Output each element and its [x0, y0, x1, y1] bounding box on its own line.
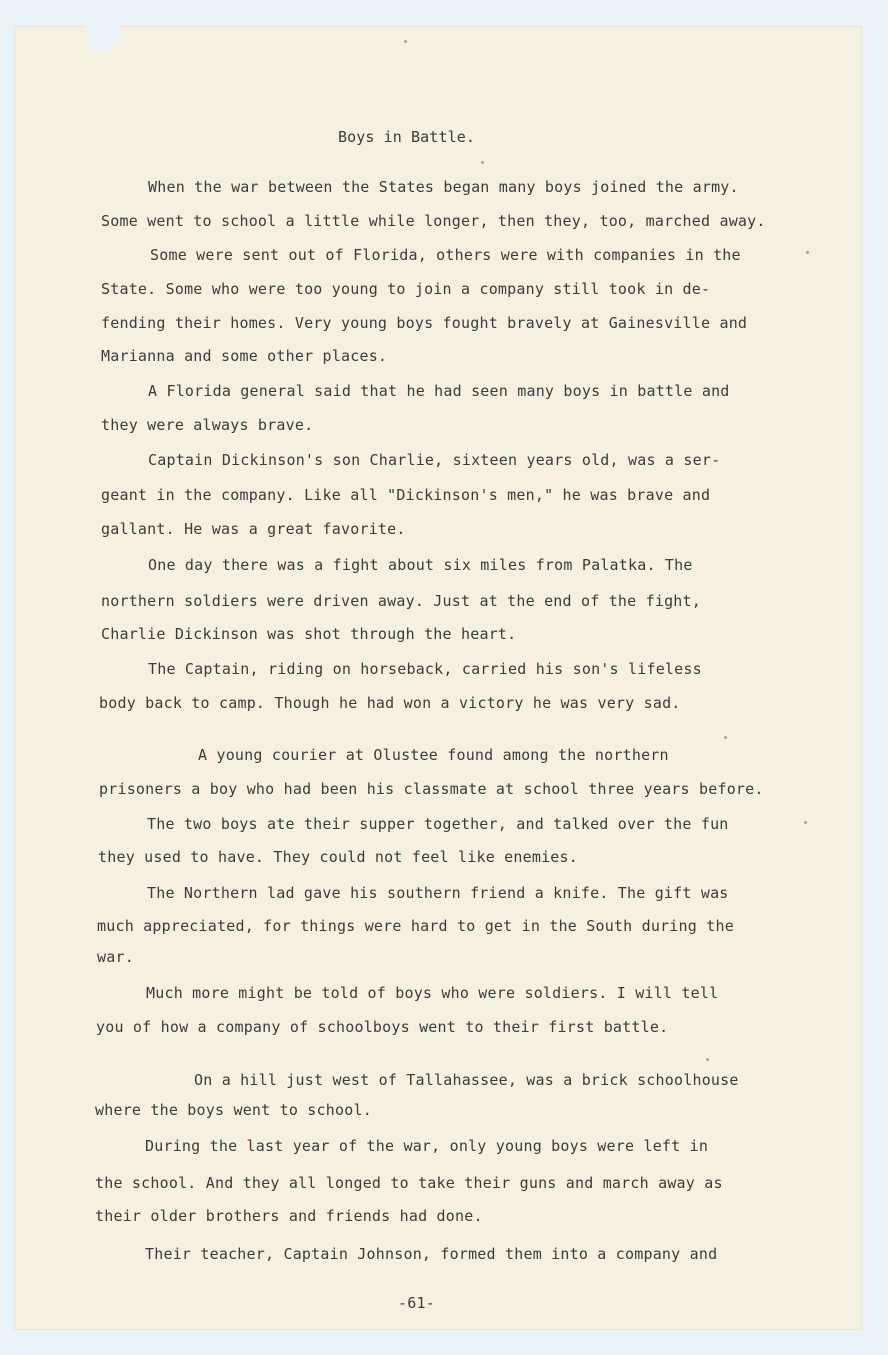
text-line: Marianna and some other places.: [101, 347, 388, 365]
text-line: A Florida general said that he had seen many boys in battle and: [148, 382, 730, 400]
ink-speck: [706, 1058, 709, 1061]
text-line: body back to camp. Though he had won a victory he was very sad.: [99, 694, 681, 712]
ink-speck: [481, 161, 484, 164]
text-line: the school. And they all longed to take their guns and march away as: [95, 1174, 723, 1192]
text-line: prisoners a boy who had been his classmate at school three years before.: [99, 780, 764, 798]
text-line: Some went to school a little while longer, then they, too, marched away.: [101, 212, 766, 230]
text-line: The Captain, riding on horseback, carried his son's lifeless: [148, 660, 702, 678]
ink-speck: [404, 40, 407, 43]
ink-speck: [804, 821, 807, 824]
text-line: Some were sent out of Florida, others were with companies in the: [150, 246, 741, 264]
text-line: gallant. He was a great favorite.: [101, 520, 406, 538]
document-title: Boys in Battle.: [338, 128, 475, 146]
text-line: Much more might be told of boys who were soldiers. I will tell: [146, 984, 719, 1002]
text-line: During the last year of the war, only young boys were left in: [145, 1137, 709, 1155]
text-line: you of how a company of schoolboys went to their first battle.: [96, 1018, 669, 1036]
text-line: Charlie Dickinson was shot through the heart.: [101, 625, 517, 643]
text-line: much appreciated, for things were hard to get in the South during the: [97, 917, 734, 935]
text-line: where the boys went to school.: [95, 1101, 372, 1119]
text-line: The two boys ate their supper together, and talked over the fun: [147, 815, 729, 833]
text-line: northern soldiers were driven away. Just at the end of the fight,: [101, 592, 701, 610]
text-line: Their teacher, Captain Johnson, formed them into a company and: [145, 1245, 718, 1263]
text-line: fending their homes. Very young boys fought bravely at Gainesville and: [101, 314, 748, 332]
text-line: The Northern lad gave his southern friend a knife. The gift was: [147, 884, 729, 902]
text-line: State. Some who were too young to join a company still took in de-: [101, 280, 711, 298]
page-number: -61-: [398, 1294, 435, 1312]
ink-speck: [724, 736, 727, 739]
text-line: war.: [97, 948, 134, 966]
text-line: geant in the company. Like all "Dickinson's men," he was brave and: [101, 486, 711, 504]
text-line: they used to have. They could not feel like enemies.: [98, 848, 578, 866]
text-line: their older brothers and friends had done.: [95, 1207, 483, 1225]
text-line: A young courier at Olustee found among the northern: [198, 746, 669, 764]
ink-speck: [806, 251, 809, 254]
text-line: When the war between the States began many boys joined the army.: [148, 178, 739, 196]
text-line: Captain Dickinson's son Charlie, sixteen years old, was a ser-: [148, 451, 721, 469]
text-line: One day there was a fight about six miles from Palatka. The: [148, 556, 693, 574]
text-line: they were always brave.: [101, 416, 314, 434]
text-line: On a hill just west of Tallahassee, was a brick schoolhouse: [194, 1071, 739, 1089]
